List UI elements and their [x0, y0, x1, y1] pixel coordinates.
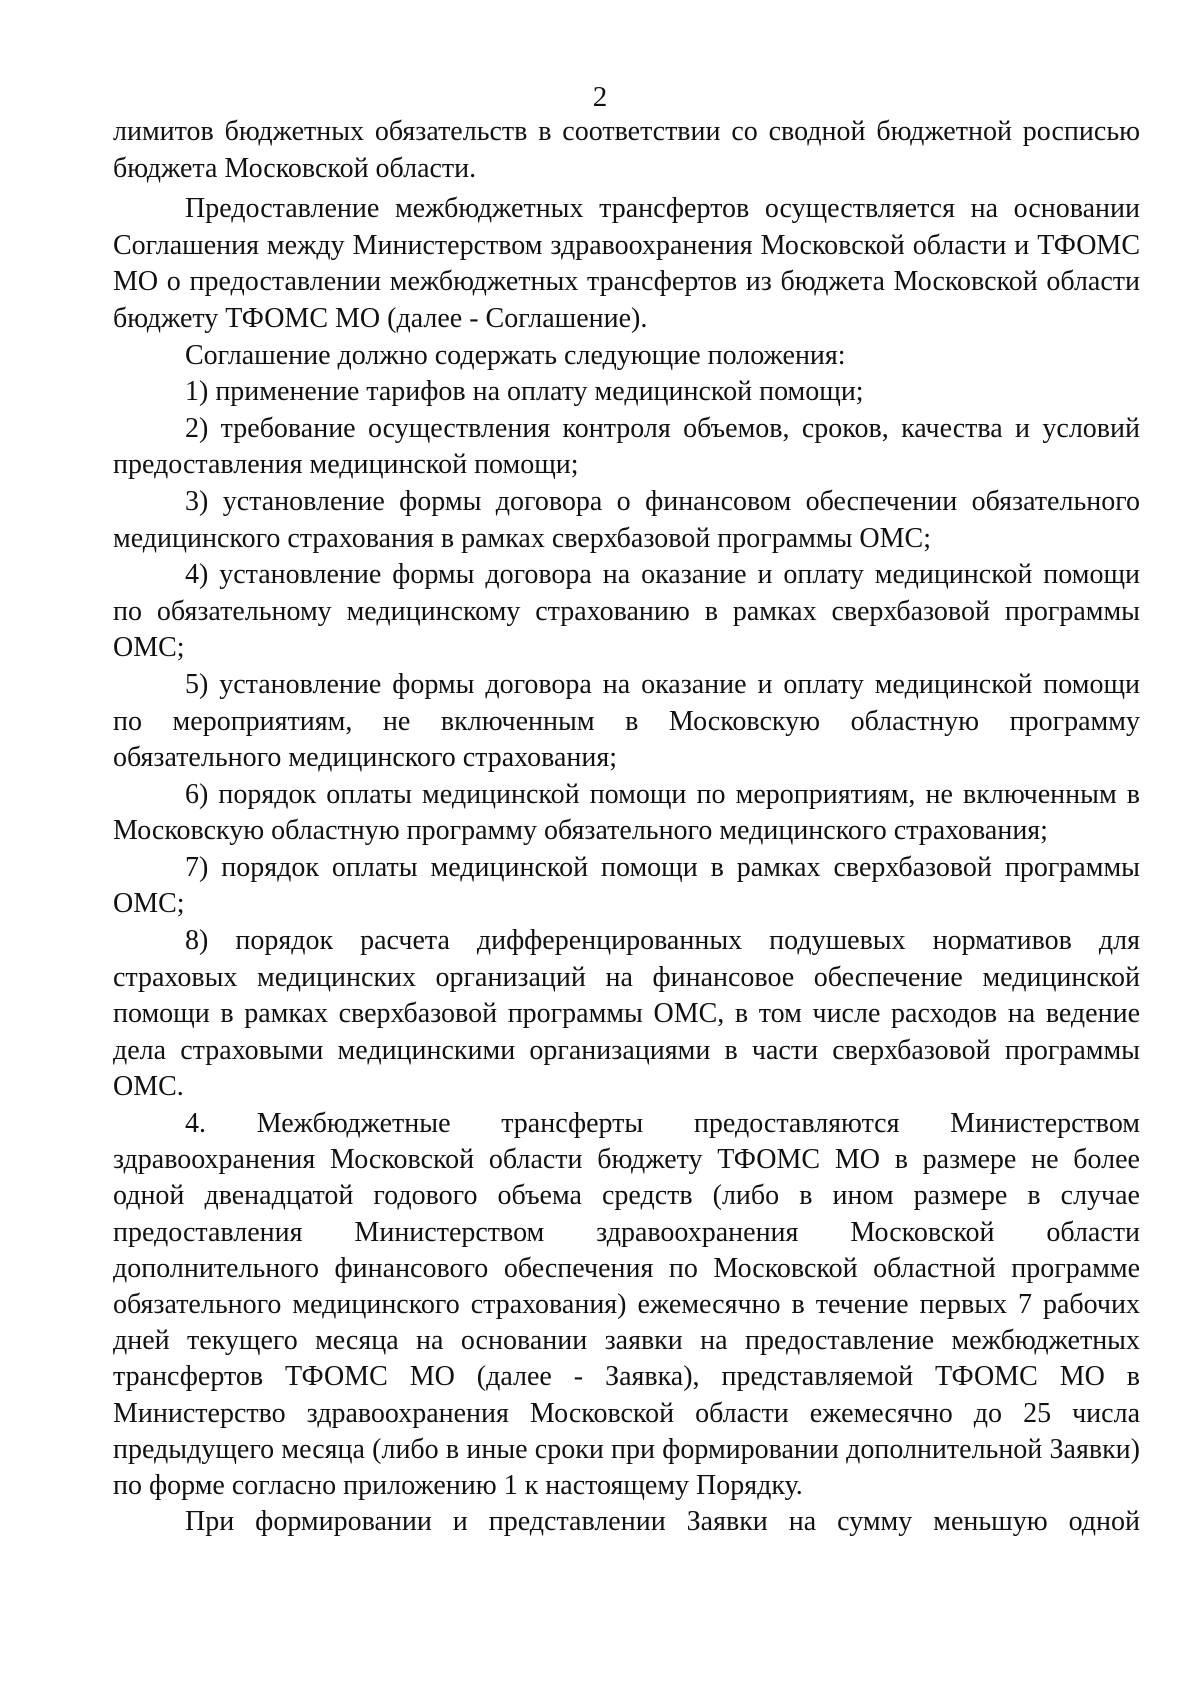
list-item-1: 1) применение тарифов на оплату медицинской помощи;	[185, 376, 864, 408]
list-item-2: 2) требование осуществления контроля объемов, сроков, качества и условий предоставления медицинской помощи;	[113, 412, 1140, 481]
document-body	[113, 114, 1140, 1541]
list-item-3: 3) установление формы договора о финансовом обеспечении обязательного медицинского страхования в рамках сверхбазовой программы ОМС;	[113, 485, 1140, 554]
paragraph-agreement-basis: Предоставление межбюджетных трансфертов осуществляется на основании Соглашения между Министерством здравоохранения Московской области и ТФОМС МО о предоставлении межбюджетных трансфертов из бюджета Московской области бюджету ТФОМС МО (далее - Соглашение).	[113, 193, 1140, 334]
paragraph-section-4: 4. Межбюджетные трансферты предоставляются Министерством здравоохранения Московской области бюджету ТФОМС МО в размере не более одной двенадцатой годового объема средств (либо в ином размере в случае предоставления Министерством здравоохранения Московской области дополнительного финансового обеспечения по Московской областной программе обязательного медицинского страхования) ежемесячно в течение первых 7 рабочих дней текущего месяца на основании заявки на предоставление межбюджетных трансфертов ТФОМС МО (далее - Заявка), представляемой ТФОМС МО в Министерство здравоохранения Московской области ежемесячно до 25 числа предыдущего месяца (либо в иные сроки при формировании дополнительной Заявки) по форме согласно приложению 1 к настоящему Порядку.	[113, 1108, 1140, 1502]
page-number: 2	[592, 81, 608, 113]
list-item-8: 8) порядок расчета дифференцированных подушевых нормативов для страховых медицинских организаций на финансовое обеспечение медицинской помощи в рамках сверхбазовой программы ОМС, в том числе расходов на ведение дела страховыми медицинскими организациями в части сверхбазовой программы ОМС.	[113, 925, 1140, 1103]
list-item-7: 7) порядок оплаты медицинской помощи в рамках сверхбазовой программы ОМС;	[113, 851, 1140, 920]
paragraph-application-conditions: При формировании и представлении Заявки на сумму меньшую одной	[185, 1506, 1140, 1538]
list-item-6: 6) порядок оплаты медицинской помощи по мероприятиям, не включенным в Московскую областную программу обязательного медицинского страхования;	[113, 778, 1140, 847]
paragraph-continuation: лимитов бюджетных обязательств в соответствии со сводной бюджетной росписью бюджета Московской области.	[113, 116, 1140, 184]
list-item-4: 4) установление формы договора на оказание и оплату медицинской помощи по обязательному медицинскому страхованию в рамках сверхбазовой программы ОМС;	[113, 559, 1140, 664]
list-item-5: 5) установление формы договора на оказание и оплату медицинской помощи по мероприятиям, не включенным в Московскую областную программу обязательного медицинского страхования;	[113, 668, 1140, 774]
paragraph-agreement-provisions-intro: Соглашение должно содержать следующие положения:	[185, 339, 846, 371]
